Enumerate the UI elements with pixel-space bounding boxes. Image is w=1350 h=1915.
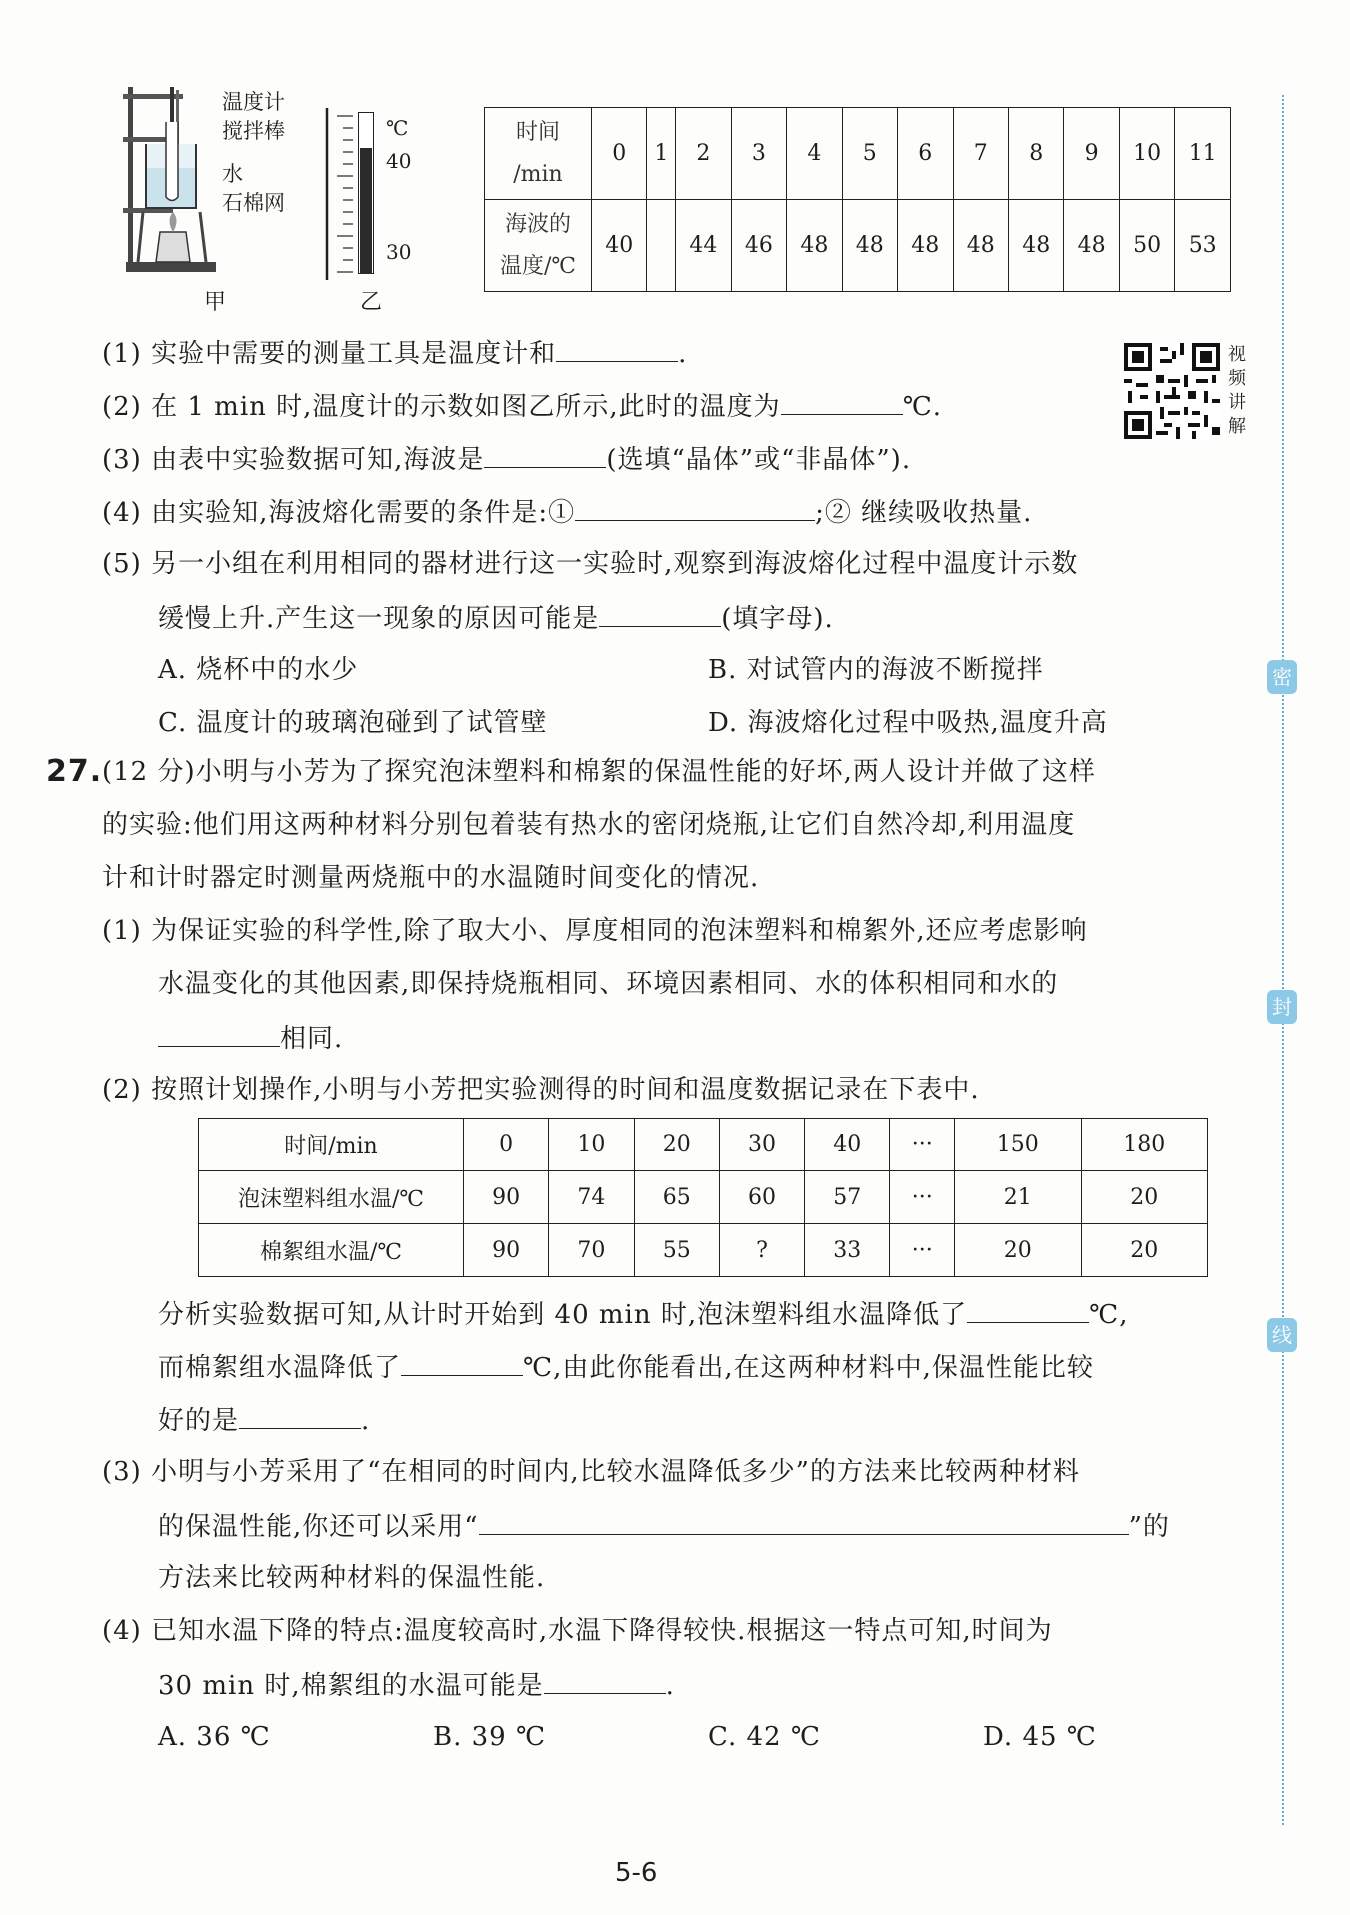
binding-dotted-line (1282, 95, 1284, 1825)
table-cell: 48 (842, 200, 897, 292)
table-header: 30 (719, 1119, 804, 1171)
caption-jia: 甲 (204, 290, 227, 315)
table-cell: 5 (842, 108, 897, 200)
question-text: ”的 (1128, 1512, 1170, 1542)
answer-blank[interactable] (484, 441, 606, 468)
q26-option-a[interactable]: A. 烧杯中的水少 (158, 655, 359, 685)
label-asbestos-net: 石棉网 (222, 191, 285, 215)
question-text: (填字母). (721, 604, 834, 634)
qr-label-char: 视 (1228, 344, 1246, 365)
question-text: . (361, 1406, 371, 1436)
table-cell: 0 (592, 108, 647, 200)
qr-label-char: 讲 (1228, 392, 1246, 413)
table-row-label: 棉絮组水温/℃ (199, 1224, 464, 1277)
table-row-cotton (199, 1224, 1208, 1277)
question-text: 缓慢上升.产生这一现象的原因可能是 (158, 604, 600, 634)
thermometer-tick-30: 30 (386, 240, 412, 264)
table-row-time (485, 108, 1231, 200)
q26-option-d[interactable]: D. 海波熔化过程中吸热,温度升高 (708, 708, 1108, 738)
q27-part2-analysis2 (158, 1349, 1094, 1385)
table-header: 时间/min (199, 1119, 464, 1171)
table-cell: 70 (549, 1224, 634, 1277)
answer-blank[interactable] (556, 335, 678, 362)
answer-blank[interactable] (967, 1296, 1089, 1323)
question-text: 而棉絮组水温降低了 (158, 1353, 402, 1383)
thermometer-liquid (360, 148, 372, 274)
q27-part1-line1: (1) 为保证实验的科学性,除了取大小、厚度相同的泡沫塑料和棉絮外,还应考虑影响 (102, 916, 1088, 946)
table-cell: 9 (1064, 108, 1119, 200)
table-cell: 44 (676, 200, 731, 292)
q26-part3 (102, 441, 911, 477)
table-cell: 1 (647, 108, 676, 200)
q26-part5-line2 (158, 600, 834, 636)
q26-part5-line1: (5) 另一小组在利用相同的器材进行这一实验时,观察到海波熔化过程中温度计示数 (102, 549, 1079, 579)
thermometer-tick-40: 40 (386, 149, 412, 173)
q27-part2-analysis3 (158, 1402, 370, 1438)
answer-blank[interactable] (781, 388, 903, 415)
table-header: 150 (955, 1119, 1081, 1171)
table-header: 40 (805, 1119, 890, 1171)
answer-blank[interactable] (544, 1667, 666, 1694)
label-stirrer: 搅拌棒 (222, 119, 285, 143)
table-header: 10 (549, 1119, 634, 1171)
table-cell: 20 (1081, 1171, 1208, 1224)
table-header: ··· (890, 1119, 955, 1171)
question-text: ℃,由此你能看出,在这两种材料中,保温性能比较 (523, 1353, 1094, 1383)
q27-intro-line2: 的实验:他们用这两种材料分别包着装有热水的密闭烧瓶,让它们自然冷却,利用温度 (102, 810, 1076, 840)
q27-part4-line2 (158, 1667, 675, 1703)
table-row-label: 泡沫塑料组水温/℃ (199, 1171, 464, 1224)
table-cell: 57 (805, 1171, 890, 1224)
qr-label-char: 频 (1228, 368, 1246, 389)
answer-blank[interactable] (599, 600, 721, 627)
table-cell: 90 (464, 1171, 549, 1224)
table-header: 0 (464, 1119, 549, 1171)
answer-blank[interactable] (575, 494, 815, 521)
header-text: /min (513, 161, 563, 187)
table-cell: ··· (890, 1171, 955, 1224)
q27-part3-line1: (3) 小明与小芳采用了“在相同的时间内,比较水温降低多少”的方法来比较两种材料 (102, 1457, 1080, 1487)
table-header-time (485, 108, 592, 200)
insulation-table (198, 1118, 1208, 1277)
table-cell: 48 (953, 200, 1008, 292)
header-text: 海波的 (504, 211, 571, 237)
q27-option-a[interactable]: A. 36 ℃ (158, 1722, 271, 1752)
header-text: 温度/℃ (499, 253, 577, 279)
question-text: ℃. (902, 392, 943, 422)
table-cell: 55 (634, 1224, 719, 1277)
table-cell-empty (647, 200, 676, 292)
table-cell: 21 (955, 1171, 1081, 1224)
table-cell: 33 (805, 1224, 890, 1277)
q27-intro-line1: (12 分)小明与小芳为了探究泡沫塑料和棉絮的保温性能的好坏,两人设计并做了这样 (102, 757, 1096, 787)
q26-part2 (102, 388, 942, 424)
question-text: 30 min 时,棉絮组的水温可能是 (158, 1671, 544, 1701)
table-cell: 90 (464, 1224, 549, 1277)
page-number: 5-6 (615, 1858, 658, 1888)
table-cell: 4 (787, 108, 842, 200)
table-cell: 6 (898, 108, 953, 200)
answer-blank[interactable] (239, 1402, 361, 1429)
question-text: (2) 在 1 min 时,温度计的示数如图乙所示,此时的温度为 (102, 392, 781, 422)
side-tab-mi: 密 (1267, 660, 1297, 694)
table-cell: 2 (676, 108, 731, 200)
side-tab-feng: 封 (1267, 990, 1297, 1024)
table-cell: 20 (955, 1224, 1081, 1277)
label-thermometer: 温度计 (222, 90, 285, 114)
table-cell: 65 (634, 1171, 719, 1224)
q27-option-d[interactable]: D. 45 ℃ (983, 1722, 1097, 1752)
table-cell: 46 (731, 200, 786, 292)
q26-part1 (102, 335, 687, 371)
q27-part3-line2 (158, 1508, 1170, 1544)
label-water: 水 (222, 162, 243, 186)
question-text: 分析实验数据可知,从计时开始到 40 min 时,泡沫塑料组水温降低了 (158, 1300, 968, 1330)
question-text: . (678, 339, 688, 369)
q27-part2-analysis1 (158, 1296, 1128, 1332)
table-header: 180 (1081, 1119, 1208, 1171)
question-text: ℃, (1089, 1300, 1129, 1330)
q27-part3-line3: 方法来比较两种材料的保温性能. (158, 1563, 546, 1593)
table-cell: 11 (1175, 108, 1231, 200)
question-text: (3) 由表中实验数据可知,海波是 (102, 445, 485, 475)
answer-blank[interactable] (401, 1349, 523, 1376)
q26-option-c[interactable]: C. 温度计的玻璃泡碰到了试管壁 (158, 708, 548, 738)
table-cell: 20 (1081, 1224, 1208, 1277)
question-text: (选填“晶体”或“非晶体”). (606, 445, 912, 475)
qr-code[interactable] (1124, 343, 1220, 439)
q27-part2-line1: (2) 按照计划操作,小明与小芳把实验测得的时间和温度数据记录在下表中. (102, 1075, 980, 1105)
table-row-temp (485, 200, 1231, 292)
question-text: (4) 由实验知,海波熔化需要的条件是:① (102, 498, 576, 528)
question-text: (1) 实验中需要的测量工具是温度计和 (102, 339, 557, 369)
q27-part4-line1: (4) 已知水温下降的特点:温度较高时,水温下降得较快.根据这一特点可知,时间为 (102, 1616, 1053, 1646)
table-cell: 48 (1064, 200, 1119, 292)
table-cell: ? (719, 1224, 804, 1277)
table-cell: 48 (787, 200, 842, 292)
q27-option-c[interactable]: C. 42 ℃ (708, 1722, 821, 1752)
answer-blank[interactable] (479, 1508, 1129, 1535)
q27-intro-line3: 计和计时器定时测量两烧瓶中的水温随时间变化的情况. (102, 863, 760, 893)
question-text: 好的是 (158, 1406, 240, 1436)
answer-blank[interactable] (158, 1020, 280, 1047)
question-text: 相同. (280, 1024, 344, 1054)
apparatus-labels (222, 88, 285, 218)
caption-yi: 乙 (360, 290, 383, 315)
qr-label (1228, 343, 1248, 439)
thermometer-scale-figure (325, 108, 355, 280)
table-cell: 8 (1008, 108, 1063, 200)
table-cell: 50 (1119, 200, 1174, 292)
q27-option-b[interactable]: B. 39 ℃ (433, 1722, 547, 1752)
table-row-header (199, 1119, 1208, 1171)
table-cell: 48 (1008, 200, 1063, 292)
table-cell: 48 (898, 200, 953, 292)
q27-number (46, 755, 102, 790)
table-cell: 40 (592, 200, 647, 292)
qr-label-char: 解 (1228, 416, 1246, 437)
question-text: . (665, 1671, 675, 1701)
q26-part4 (102, 494, 1032, 530)
table-cell: 74 (549, 1171, 634, 1224)
header-text: 时间 (515, 119, 560, 145)
q27-part1-line2: 水温变化的其他因素,即保持烧瓶相同、环境因素相同、水的体积相同和水的 (158, 969, 1059, 999)
table-cell: 60 (719, 1171, 804, 1224)
thermometer-unit: ℃ (386, 116, 409, 140)
table-cell: ··· (890, 1224, 955, 1277)
q26-option-b[interactable]: B. 对试管内的海波不断搅拌 (708, 655, 1044, 685)
q27-part1-line3 (158, 1020, 343, 1056)
question-number: 27. (46, 754, 103, 789)
question-text: 的保温性能,你还可以采用“ (158, 1512, 479, 1542)
table-header: 20 (634, 1119, 719, 1171)
side-tab-xian: 线 (1267, 1318, 1297, 1352)
question-text: ;② 继续吸收热量. (815, 498, 1033, 528)
table-row-foam (199, 1171, 1208, 1224)
table-cell: 10 (1119, 108, 1174, 200)
table-cell: 7 (953, 108, 1008, 200)
table-cell: 53 (1175, 200, 1231, 292)
table-cell: 3 (731, 108, 786, 200)
hypo-melting-table (484, 107, 1231, 292)
table-header-temp (485, 200, 592, 292)
